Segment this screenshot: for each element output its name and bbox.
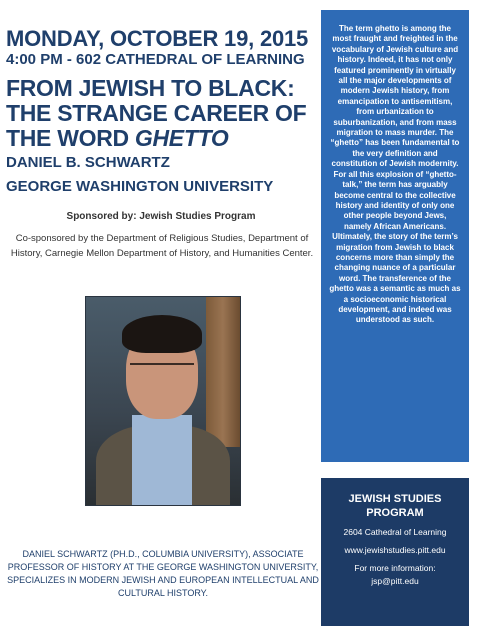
hair-shape xyxy=(122,315,202,353)
program-website-link[interactable]: www.jewishstudies.pitt.edu xyxy=(344,545,446,555)
bookshelf-shape xyxy=(206,297,240,447)
program-name-line-1: JEWISH STUDIES xyxy=(348,493,442,505)
title-line-1: FROM JEWISH TO BLACK: xyxy=(6,75,295,101)
cosponsor-text: Co-sponsored by the Department of Religious Studies, Department of History, Carnegie Mellon Department of History, and Humanities Center. xyxy=(10,233,314,259)
program-email-link[interactable]: jsp@pitt.edu xyxy=(371,576,419,586)
speaker-affiliation: GEORGE WASHINGTON UNIVERSITY xyxy=(6,178,274,195)
title-italic-word: GHETTO xyxy=(134,125,229,151)
glasses-shape xyxy=(130,363,194,379)
abstract-text: The term ghetto is among the most fraught and freighted in the vocabulary of Jewish culture and history. Indeed, it has not only featured prominently in virtually all the major developments of modern Jewish history, from emancipation to antisemitism, from urbanization to suburbanization, and from mass migration to mass murder. The “ghetto” has been fundamental to the very definition and constitution of Jewish modernity. For all this explosion of “ghetto-talk,” the term has arguably become central to the collective history and identity of only one other people beyond Jews, namely African Americans. Ultimately, the story of the term’s migration from Jewish to black concerns more than simply the changing nuance of a particular word. The transference of the ghetto was a semantic as much as a socioeconomic historical development, and indeed was understood as such. xyxy=(329,24,461,325)
speaker-bio: DANIEL SCHWARTZ (PH.D., COLUMBIA UNIVERSITY), ASSOCIATE PROFESSOR OF HISTORY AT THE GEORGE WASHINGTON UNIVERSITY, SPECIALIZES IN MODERN JEWISH AND EUROPEAN INTELLECTUAL AND CULTURAL HISTORY. xyxy=(7,549,319,598)
abstract-panel xyxy=(321,10,469,462)
title-line-2: THE STRANGE CAREER OF xyxy=(6,100,307,126)
speaker-photo xyxy=(85,296,241,506)
program-contact-panel xyxy=(321,478,469,626)
speaker-name: DANIEL B. SCHWARTZ xyxy=(6,154,170,171)
event-time-location: 4:00 PM - 602 CATHEDRAL OF LEARNING xyxy=(6,51,305,68)
title-line-3-text: THE WORD xyxy=(6,125,135,151)
program-address: 2604 Cathedral of Learning xyxy=(343,527,447,537)
title-line-3 xyxy=(6,126,318,151)
sponsor-line: Sponsored by: Jewish Studies Program xyxy=(66,211,256,222)
shirt-shape xyxy=(132,415,192,505)
program-info-label: For more information: xyxy=(354,563,436,573)
program-name-line-2: PROGRAM xyxy=(366,507,424,519)
event-title xyxy=(6,76,318,151)
event-date: MONDAY, OCTOBER 19, 2015 xyxy=(6,26,309,51)
